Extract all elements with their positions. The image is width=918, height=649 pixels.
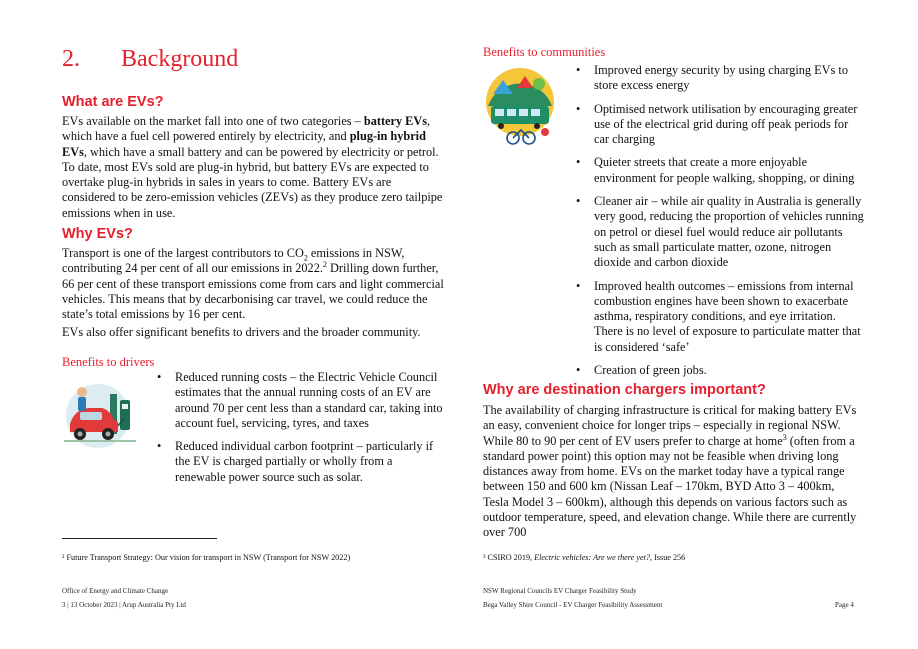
destination-chargers-paragraph: The availability of charging infrastructure is critical for making battery EVs an easy, convenient choice for longer trips – especially in regional NSW. While 80 to 90 per cent of EV users prefer to charge at home$^3$ (often from a standard power point) this option may not be feasible when driving long distances away from home. EVs on the market today have a typical range between 150 and 600 km (Nissan Leaf – 170km, BYD Atto 3 – 400km, Tesla Model 3 – 600km), although this depends on various factors such as outdoor temperature, speed, and elevation change. While there are currently over 700 (483, 403, 857, 540)
footer-date: 3 | 13 October 2023 | Arup Australia Pty Ltd (62, 601, 186, 609)
community-benefits-list (574, 63, 864, 378)
benefits-to-drivers-heading: Benefits to drivers (62, 355, 155, 369)
footnote-divider (62, 538, 217, 539)
list-item: • Cleaner air – while air quality in Australia is generally very good, reducing the proportion of vehicles running on petrol or diesel fuel would reduce air pollutants such as small particulate matter, ozone, nitrogen dioxide and carbon dioxide (574, 194, 864, 270)
why-evs-paragraph: Transport is one of the largest contributors to $CO_2$ emissions in NSW, contributing 24 per cent of all our emissions in 2022.$^2$ Drilling down further, 66 per cent of these transport emissions come from cars and light commercial vehicles. This means that by decarbonising car travel, we could reduce the state’s total emissions by 16 per cent. (62, 246, 444, 322)
list-item: • Creation of green jobs. (574, 363, 864, 378)
driver-benefits-list (155, 370, 445, 485)
list-item: • Reduced individual carbon footprint – particularly if the EV is charged partially or wholly from a renewable power source such as solar. (155, 439, 445, 485)
list-item: • Improved health outcomes – emissions from internal combustion engines have been shown to exacerbate asthma, respiratory conditions, and eye irritation. There is no level of exposure to particulate matter that is considered ‘safe’ (574, 279, 864, 355)
what-evs-paragraph: EVs available on the market fall into one of two categories – battery EVs, which have a fuel cell powered entirely by electricity, and plug-in hybrid EVs, which have a small battery and can be powered by electricity or petrol. To date, most EVs sold are plug-in hybrid, but battery EVs are expected to overtake plug-in hybrids in sales in years to come. Battery EVs are considered to be zero-emission vehicles (ZEVs) as they produce zero tailpipe emissions when in use. (62, 114, 443, 220)
list-item: • Reduced running costs – the Electric Vehicle Council estimates that the annual running costs of an EV are around 70 per cent less than a standard car, taking into account fuel, servicing, tyres, and taxes (155, 370, 445, 431)
footnote: ³ CSIRO 2019, Electric vehicles: Are we there yet?, Issue 256 (483, 553, 686, 562)
destination-chargers-heading: Why are destination chargers important? (483, 382, 766, 398)
footnote: ² Future Transport Strategy: Our vision for transport in NSW (Transport for NSW 2022) (62, 553, 351, 562)
page-number: Page 4 (835, 601, 854, 609)
why-evs-heading: Why EVs? (62, 226, 133, 242)
why-evs-summary: EVs also offer significant benefits to drivers and the broader community. (62, 325, 421, 339)
footer-org: Office of Energy and Climate Change (62, 587, 169, 595)
section-number: 2. (62, 46, 80, 72)
list-item: • Quieter streets that create a more enjoyable environment for people walking, shopping, or dining (574, 155, 864, 186)
footer-assessment: Bega Valley Shire Council - EV Charger Feasibility Assessment (483, 601, 663, 609)
footer-study: NSW Regional Councils EV Charger Feasibility Study (483, 587, 637, 595)
list-item: • Improved energy security by using charging EVs to store excess energy (574, 63, 864, 94)
benefits-to-communities-heading: Benefits to communities (483, 45, 606, 59)
ev-charging-illustration (62, 378, 140, 450)
what-evs-heading: What are EVs? (62, 94, 164, 110)
community-illustration (483, 62, 557, 150)
page-title: Background (121, 46, 239, 72)
list-item: • Optimised network utilisation by encouraging greater use of the electrical grid during off peak periods for car charging (574, 102, 864, 148)
